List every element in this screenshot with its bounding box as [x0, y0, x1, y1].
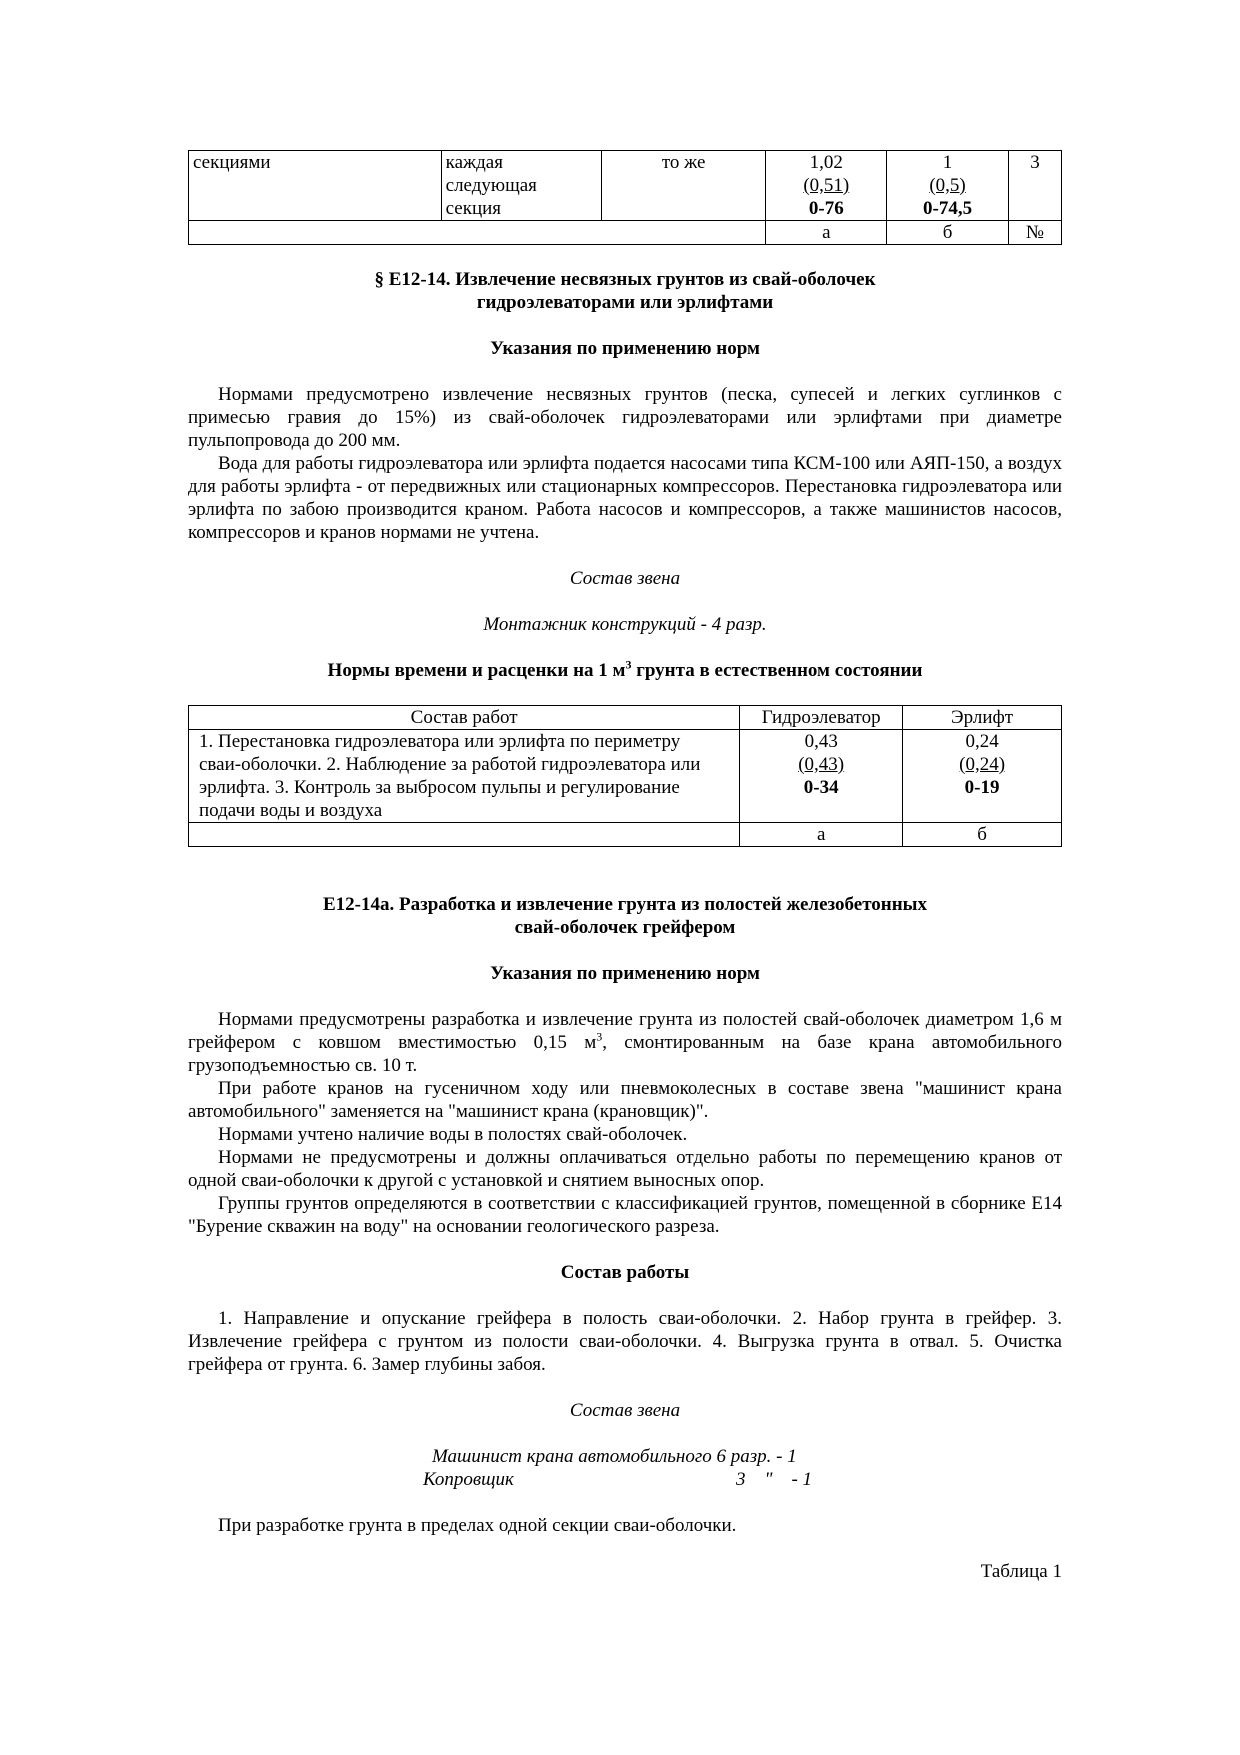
norm-paren-value: (0,5)	[929, 175, 966, 196]
superscript: 3	[625, 657, 632, 672]
table-cell: б	[903, 823, 1062, 847]
paragraph-text: Нормами предусмотрены разработка и извлечение грунта из полостей свай-оболочек диаметром 1,6 м грейфером с ковшом вместимостью 0,15 м	[188, 1009, 1062, 1053]
table-row	[189, 823, 1062, 847]
table-cell: секциями	[189, 151, 442, 221]
table-header-row	[189, 706, 1062, 730]
table-cell	[887, 151, 1009, 221]
rate-value: 0-74,5	[923, 198, 973, 219]
guidelines-heading: Указания по применению норм	[490, 963, 760, 984]
rate-value: 0-19	[964, 777, 1000, 798]
norms-heading-text: Нормы времени и расценки на 1 м	[327, 660, 626, 681]
norms-table	[188, 705, 1062, 847]
column-header: Эрлифт	[903, 706, 1062, 730]
guidelines-heading: Указания по применению норм	[490, 338, 760, 359]
norm-value: 1	[942, 152, 953, 173]
table-cell: то же	[601, 151, 766, 221]
crew-line: Машинист крана автомобильного 6 разр. - 1	[432, 1446, 797, 1467]
section-title: гидроэлеваторами или эрлифтами	[476, 292, 774, 313]
norm-value: 0,43	[804, 731, 838, 752]
rate-value: 0-34	[803, 777, 839, 798]
table-cell	[189, 221, 766, 245]
paragraph-text: , смонтированным на базе крана автомобильного грузоподъемностью св. 10 т.	[188, 1032, 1062, 1076]
superscript: 3	[596, 1029, 603, 1044]
table-cell: 3	[1008, 151, 1061, 221]
rate-value: 0-76	[808, 198, 844, 219]
table-label: Таблица 1	[980, 1561, 1062, 1582]
paragraph: Нормами не предусмотрены и должны оплачиваться отдельно работы по перемещению кранов от одной сваи-оболочки к другой с установкой и снятием выносных опор.	[188, 1147, 1062, 1191]
crew-heading: Состав звена	[569, 568, 681, 589]
norm-value: 1,02	[809, 152, 843, 173]
table-cell: б	[887, 221, 1009, 245]
norm-value: 0,24	[965, 731, 999, 752]
norm-paren-value: (0,51)	[803, 175, 850, 196]
paragraph: 1. Направление и опускание грейфера в полость сваи-оболочки. 2. Набор грунта в грейфер. 3. Извлечение грейфера с грунтом из полости сваи-оболочки. 4. Выгрузка грунта в отвал. 5. Очистка грейфера от грунта. 6. Замер глубины забоя.	[188, 1308, 1062, 1375]
table-cell	[740, 730, 903, 823]
section-title: свай-оболочек грейфером	[514, 917, 736, 938]
norm-paren-value: (0,24)	[959, 754, 1006, 775]
paragraph: Вода для работы гидроэлеватора или эрлифта подается насосами типа КСМ-100 или АЯП-150, а воздух для работы эрлифта - от передвижных или стационарных компрессоров. Перестановка гидроэлеватора или эрлифта по забою производится краном. Работа насосов и компрессоров, а также машинистов насосов, компрессоров и кранов нормами не учтена.	[188, 453, 1062, 543]
paragraph: Группы грунтов определяются в соответствии с классификацией грунтов, помещенной в сборнике Е14 "Бурение скважин на воду" на основании геологического разреза.	[188, 1193, 1062, 1237]
crew-member-name: Копровщик	[423, 1469, 514, 1490]
paragraph	[188, 1008, 1062, 1077]
section-title: § Е12-14. Извлечение несвязных грунтов из свай-оболочек	[374, 269, 876, 290]
table-cell: №	[1008, 221, 1061, 245]
table-cell	[189, 823, 740, 847]
paragraph: Нормами предусмотрено извлечение несвязных грунтов (песка, супесей и легких суглинков с примесью гравия до 15%) из свай-оболочек гидроэлеваторами или эрлифтами при диаметре пульпопровода до 200 мм.	[188, 384, 1062, 451]
table-cell: а	[766, 221, 887, 245]
paragraph: При разработке грунта в пределах одной секции сваи-оболочки.	[218, 1515, 737, 1536]
table-row	[189, 221, 1062, 245]
table-cell	[903, 730, 1062, 823]
column-header: Состав работ	[189, 706, 740, 730]
section-title: Е12-14а. Разработка и извлечение грунта из полостей железобетонных	[322, 894, 928, 915]
top-table	[188, 150, 1062, 245]
norms-heading-text: грунта в естественном состоянии	[631, 660, 923, 681]
table-cell	[441, 151, 601, 221]
table-cell	[766, 151, 887, 221]
cell-line: следующая	[445, 175, 537, 196]
norm-paren-value: (0,43)	[798, 754, 845, 775]
document-page	[188, 150, 1062, 1583]
crew-member-grade: 3 " - 1	[736, 1469, 813, 1490]
table-row	[189, 151, 1062, 221]
work-heading: Состав работы	[560, 1262, 690, 1283]
paragraph: При работе кранов на гусеничном ходу или пневмоколесных в составе звена "машинист крана автомобильного" заменяется на "машинист крана (крановщик)".	[188, 1078, 1062, 1122]
cell-line: каждая	[445, 152, 503, 173]
table-cell: а	[740, 823, 903, 847]
crew-list	[188, 1445, 1062, 1491]
cell-line: секция	[445, 198, 502, 219]
column-header: Гидроэлеватор	[740, 706, 903, 730]
crew-heading: Состав звена	[569, 1400, 681, 1421]
table-cell: 1. Перестановка гидроэлеватора или эрлифта по периметру сваи-оболочки. 2. Наблюдение за работой гидроэлеватора или эрлифта. 3. Контроль за выбросом пульпы и регулирование подачи воды и воздуха	[189, 730, 740, 823]
crew-line: Монтажник конструкций - 4 разр.	[483, 614, 767, 635]
table-row	[189, 730, 1062, 823]
norms-heading	[188, 659, 1062, 682]
paragraph: Нормами учтено наличие воды в полостях свай-оболочек.	[218, 1124, 688, 1145]
